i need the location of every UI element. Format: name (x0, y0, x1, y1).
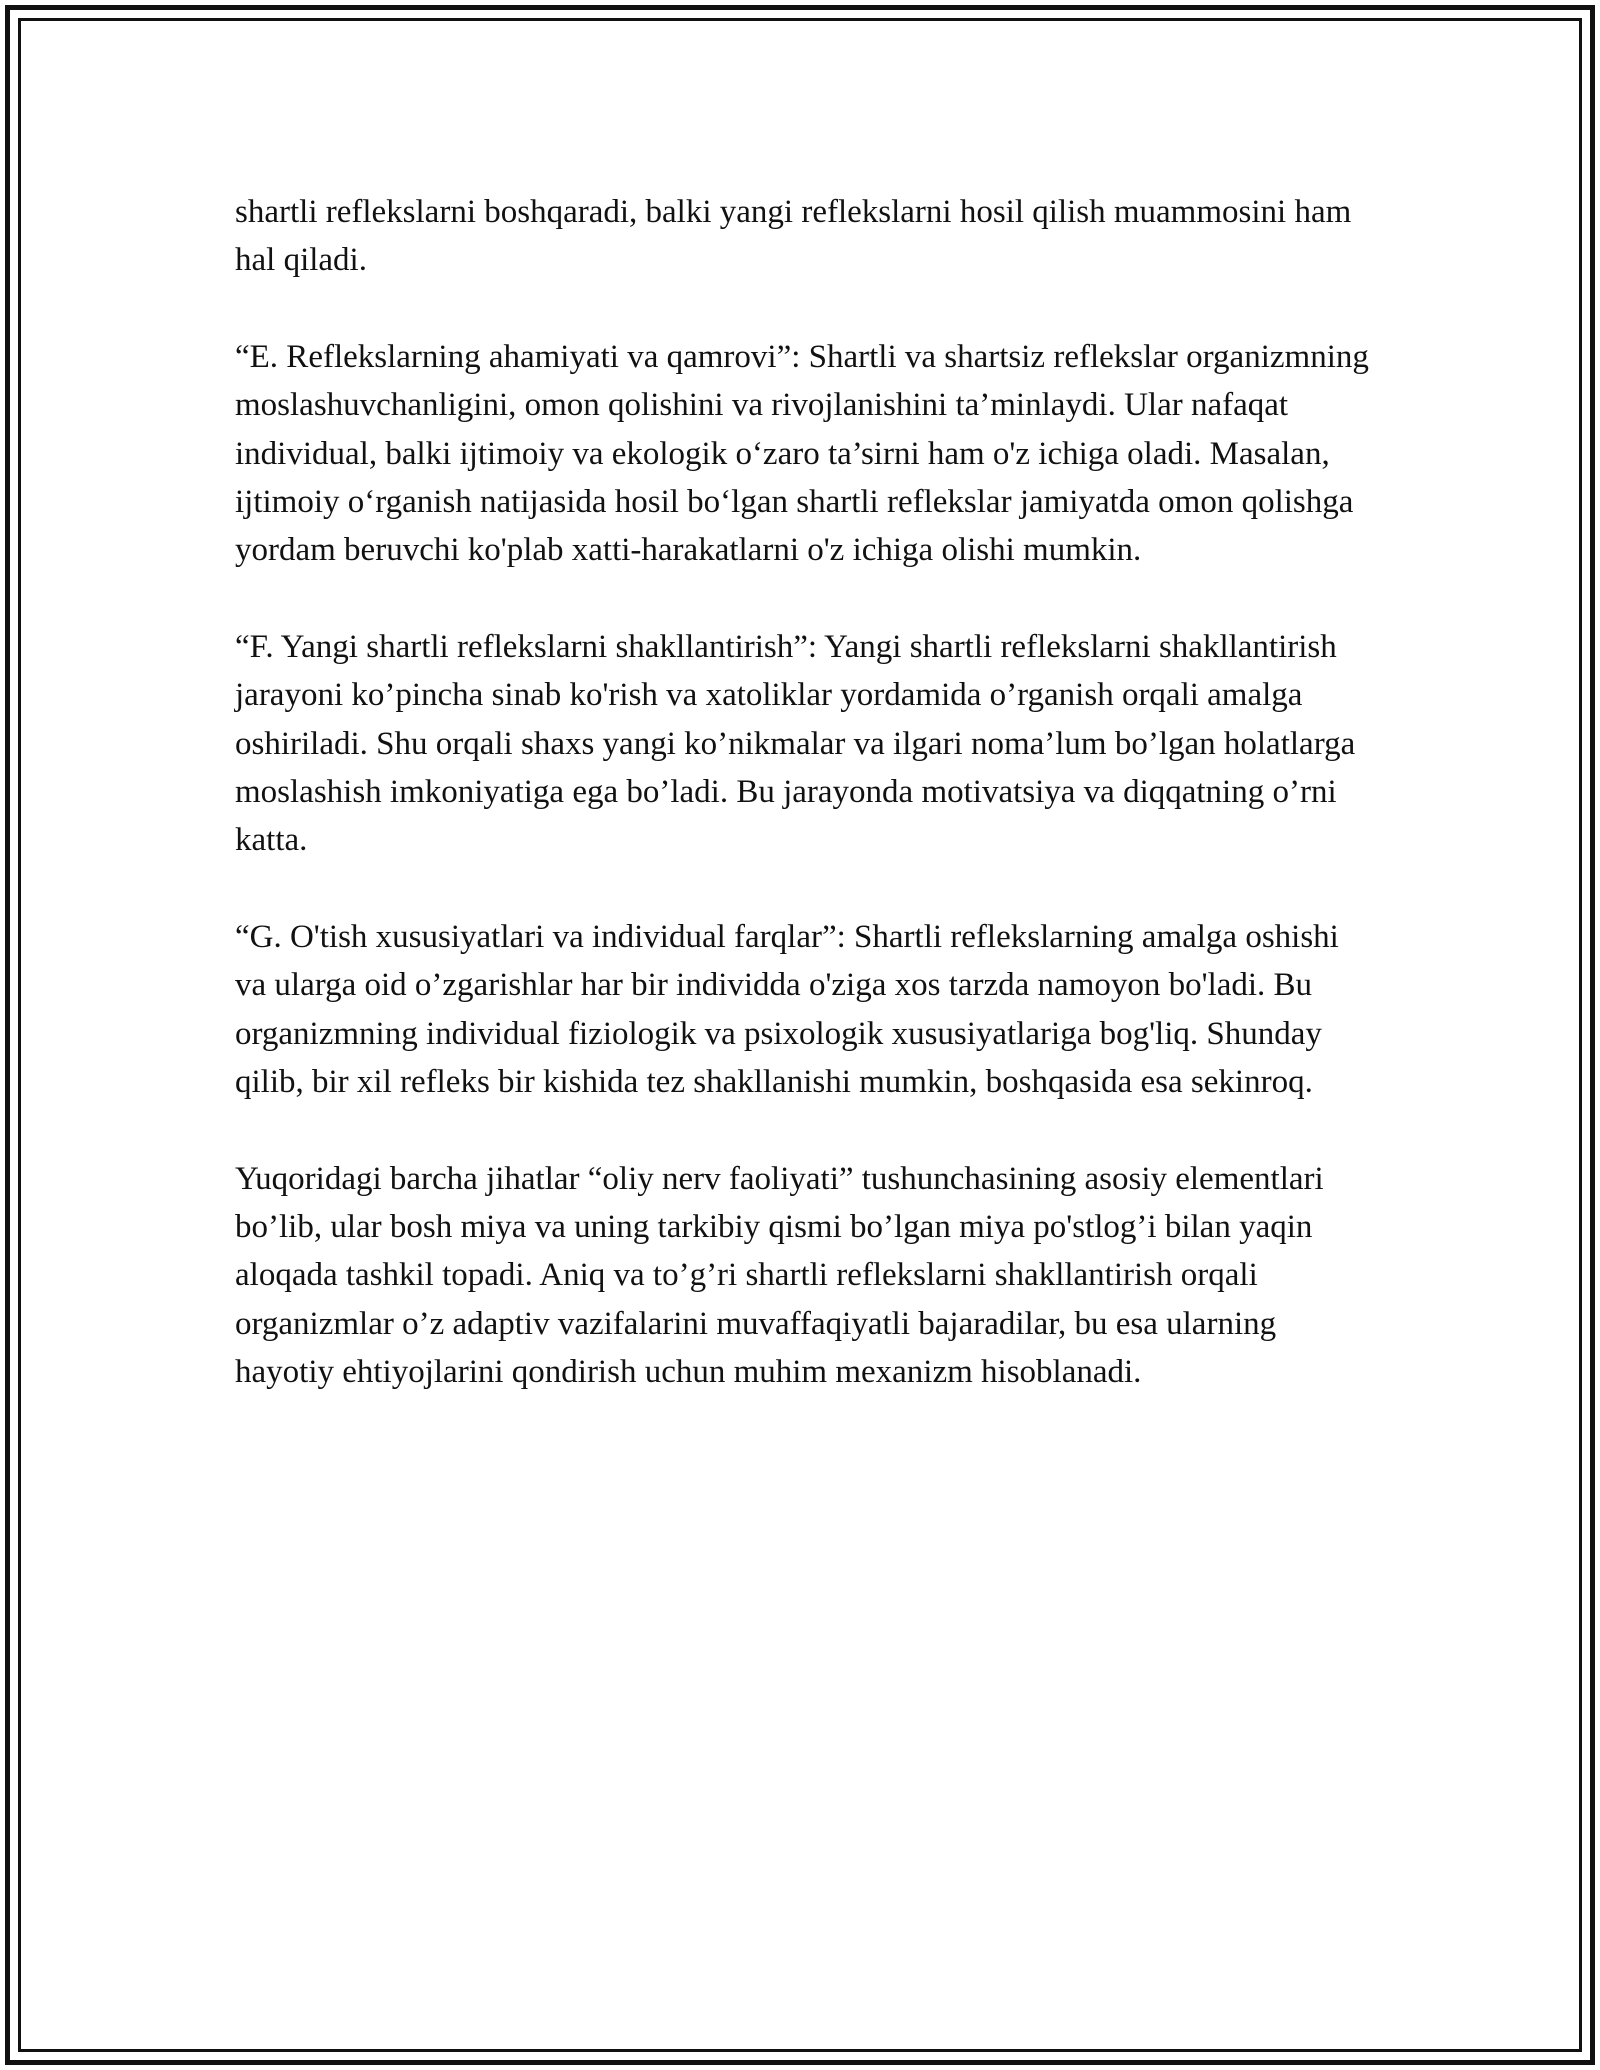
paragraph-section-g: “G. O'tish xususiyatlari va individual farqlar”: Shartli reflekslarning amalga oshishi va ularga oid o’zgarishlar har bir individda o'ziga xos tarzda namoyon bo'ladi. Bu organizmning individual fiziologik va psixologik xususiyatlariga bog'liq. Shunday qilib, bir xil refleks bir kishida tez shakllanishi mumkin, boshqasida esa sekinroq. (235, 918, 1339, 1101)
document-body (235, 188, 1370, 1397)
paragraph-section-f: “F. Yangi shartli reflekslarni shakllantirish”: Yangi shartli reflekslarni shakllantirish jarayoni ko’pincha sinab ko'rish va xatoliklar yordamida o’rganish orqali amalga oshiriladi. Shu orqali shaxs yangi ko’nikmalar va ilgari noma’lum bo’lgan holatlarga moslashish imkoniyatiga ega bo’ladi. Bu jarayonda motivatsiya va diqqatning o’rni katta. (235, 628, 1356, 859)
paragraph-conclusion: Yuqoridagi barcha jihatlar “oliy nerv faoliyati” tushunchasining asosiy elementlari bo’lib, ular bosh miya va uning tarkibiy qismi bo’lgan miya po'stlog’i bilan yaqin aloqada tashkil topadi. Aniq va to’g’ri shartli reflekslarni shakllantirish orqali organizmlar o’z adaptiv vazifalarini muvaffaqiyatli bajaradilar, bu esa ularning hayotiy ehtiyojlarini qondirish uchun muhim mexanizm hisoblanadi. (235, 1160, 1324, 1391)
paragraph-continuation: shartli reflekslarni boshqaradi, balki yangi reflekslarni hosil qilish muammosini ham hal qiladi. (235, 194, 1352, 279)
paragraph-section-e: “E. Reflekslarning ahamiyati va qamrovi”: Shartli va shartsiz reflekslar organizmning moslashuvchanligini, omon qolishini va rivojlanishini ta’minlaydi. Ular nafaqat individual, balki ijtimoiy va ekologik o‘zaro ta’sirni ham o'z ichiga oladi. Masalan, ijtimoiy o‘rganish natijasida hosil bo‘lgan shartli reflekslar jamiyatda omon qolishga yordam beruvchi ko'plab xatti-harakatlarni o'z ichiga olishi mumkin. (235, 338, 1369, 569)
